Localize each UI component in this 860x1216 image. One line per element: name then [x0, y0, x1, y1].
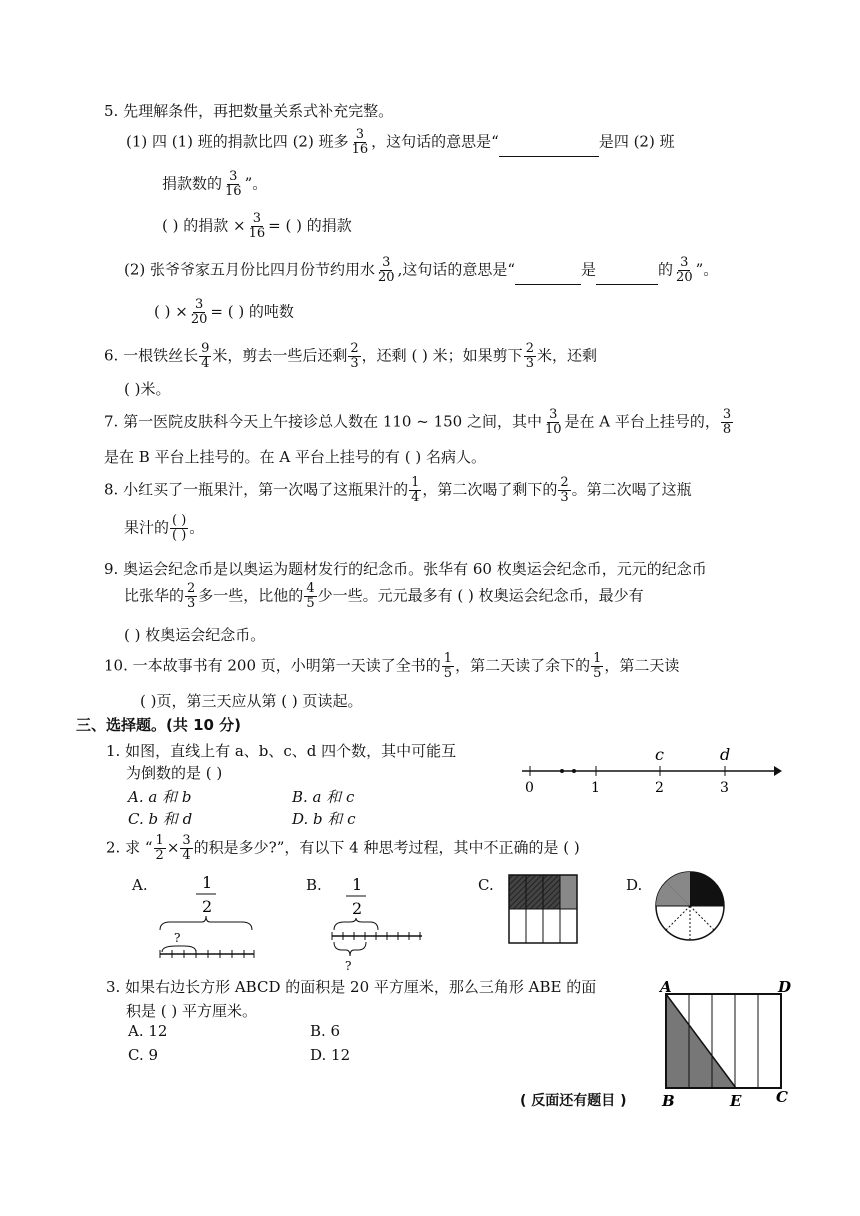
text: (1) 四 (1) 班的捐款比四 (2) 班多: [126, 132, 349, 151]
fraction: $\frac{1}{2}$: [155, 833, 164, 863]
point-label-c: c: [655, 745, 664, 764]
answer-fraction[interactable]: $\frac{( )}{( )}$: [172, 513, 187, 543]
c3-option-d[interactable]: D. 12: [310, 1046, 351, 1064]
fraction: $\frac{2}{3}$: [187, 581, 196, 611]
q6-line1: [104, 342, 597, 371]
q5-formula1: [162, 212, 352, 241]
text: 7. 第一医院皮肤科今天上午接诊总人数在 110 ~ 150 之间，其中: [104, 412, 542, 431]
fraction: $\frac{9}{4}$: [201, 341, 210, 371]
answer-blank[interactable]: [596, 284, 658, 285]
c1-option-b[interactable]: B. a 和 c: [292, 788, 355, 806]
fraction: $\frac{2}{3}$: [525, 341, 534, 371]
fraction: $\frac{3}{8}$: [722, 407, 732, 437]
c2-line: [106, 834, 580, 863]
answer-blank[interactable]: [515, 284, 581, 285]
text: ，第二天读: [604, 656, 680, 675]
q8-line2: [124, 514, 204, 543]
vertex-label-e: E: [730, 1092, 742, 1110]
c3-line2: 积是 ( ) 平方厘米。: [126, 1002, 258, 1020]
vertex-label-b: B: [662, 1092, 675, 1110]
fraction: $\frac{3}{16}$: [225, 169, 242, 199]
c3-option-a[interactable]: A. 12: [128, 1022, 168, 1040]
q8-line1: [104, 476, 692, 505]
q10-line1: [104, 652, 679, 681]
tick-label: 3: [720, 780, 729, 796]
c2-option-d-figure: [654, 868, 728, 946]
fraction: $\frac{3}{20}$: [676, 255, 693, 285]
text: = ( ) 的捐款: [268, 216, 352, 235]
c2-option-a-label[interactable]: A.: [132, 876, 148, 894]
fraction: $\frac{3}{16}$: [351, 127, 369, 157]
fraction: $\frac{4}{5}$: [306, 581, 315, 611]
rectangle-figure: [656, 972, 796, 1112]
q5-formula2: [154, 298, 294, 327]
number-line: [512, 742, 782, 798]
q5-part1-line2: [162, 170, 267, 199]
c2-option-a-figure: [156, 870, 260, 962]
text: ”。: [695, 260, 719, 279]
text: 捐款数的: [162, 174, 223, 193]
q9-line3: ( ) 枚奥运会纪念币。: [124, 626, 266, 644]
c1-line1: 1. 如图，直线上有 a、b、c、d 四个数，其中可能互: [106, 742, 457, 760]
text: ×: [166, 838, 180, 857]
text: 2. 求 “: [106, 838, 153, 857]
tick-label: 0: [525, 780, 534, 796]
fraction: $\frac{3}{16}$: [248, 211, 266, 241]
text: ，第二次喝了剩下的: [422, 480, 558, 499]
text: 10. 一本故事书有 200 页，小明第一天读了全书的: [104, 656, 441, 675]
fraction-numerator: 1: [352, 875, 363, 894]
text: ( ) ×: [154, 302, 188, 321]
vertex-label-a: A: [660, 978, 672, 996]
question-mark: ?: [174, 931, 181, 945]
q7-line1: [104, 408, 734, 437]
vertex-label-d: D: [778, 978, 792, 996]
c2-option-c-figure: [508, 874, 578, 946]
vertex-label-c: C: [776, 1088, 788, 1106]
fraction: $\frac{3}{20}$: [378, 255, 395, 285]
q10-line2: ( )页，第三天应从第 ( ) 页读起。: [140, 692, 363, 710]
text: ( ) 的捐款 ×: [162, 216, 246, 235]
text: 果汁的: [124, 518, 170, 537]
text: 的积是多少?”，有以下 4 种思考过程，其中不正确的是 ( ): [193, 838, 580, 857]
text: ，这句话的意思是“: [371, 132, 499, 151]
text: 8. 小红买了一瓶果汁，第一次喝了这瓶果汁的: [104, 480, 409, 499]
fraction: $\frac{3}{10}$: [544, 407, 562, 437]
text: (2) 张爷爷家五月份比四月份节约用水: [124, 260, 376, 279]
q9-line2: [124, 582, 644, 611]
c1-option-d[interactable]: D. b 和 c: [292, 810, 356, 828]
c3-option-c[interactable]: C. 9: [128, 1046, 159, 1064]
fraction: $\frac{1}{5}$: [593, 651, 602, 681]
text: 是: [581, 260, 597, 279]
text: ”。: [244, 174, 268, 193]
c1-option-c[interactable]: C. b 和 d: [128, 810, 193, 828]
fraction: $\frac{3}{20}$: [190, 297, 208, 327]
q6-line2: ( )米。: [124, 380, 171, 398]
q5-part2: [124, 256, 718, 285]
c2-option-d-label[interactable]: D.: [626, 876, 643, 894]
text: ,这句话的意思是“: [397, 260, 516, 279]
fraction: $\frac{2}{3}$: [350, 341, 359, 371]
fraction: $\frac{1}{4}$: [411, 475, 420, 505]
text: 是在 A 平台上挂号的，: [564, 412, 720, 431]
question-mark: ?: [345, 959, 352, 973]
c1-option-a[interactable]: A. a 和 b: [128, 788, 192, 806]
c1-line2: 为倒数的是 ( ): [126, 764, 223, 782]
text: ，还剩 ( ) 米；如果剪下: [361, 346, 523, 365]
text: 米，还剩: [536, 346, 597, 365]
c2-option-b-label[interactable]: B.: [306, 876, 322, 894]
text: 多一些，比他的: [198, 586, 304, 605]
fraction: $\frac{1}{5}$: [443, 651, 453, 681]
section-title: 三、选择题。(共 10 分): [76, 716, 242, 734]
tick-label: 2: [655, 780, 664, 796]
fraction: $\frac{3}{4}$: [182, 833, 191, 863]
answer-blank[interactable]: [499, 156, 599, 157]
fraction-denominator: 2: [202, 897, 213, 916]
text: 米，剪去一些后还剩: [212, 346, 348, 365]
tick-label: 1: [591, 780, 600, 796]
footer-note: ( 反面还有题目 ): [520, 1093, 627, 1109]
text: = ( ) 的吨数: [210, 302, 294, 321]
text: 少一些。元元最多有 ( ) 枚奥运会纪念币，最少有: [317, 586, 644, 605]
point-label-d: d: [720, 745, 731, 764]
text: 是四 (2) 班: [598, 132, 675, 151]
q5-part1-line1: [126, 128, 675, 157]
text: 比张华的: [124, 586, 185, 605]
text: 。: [189, 518, 205, 537]
q9-line1: 9. 奥运会纪念币是以奥运为题材发行的纪念币。张华有 60 枚奥运会纪念币，元元的纪念币: [104, 560, 707, 578]
fraction-numerator: 1: [202, 873, 213, 892]
fraction: $\frac{2}{3}$: [560, 475, 569, 505]
fraction-denominator: 2: [352, 899, 363, 918]
c2-option-c-label[interactable]: C.: [478, 876, 494, 894]
q5-title: 5. 先理解条件，再把数量关系式补充完整。: [104, 102, 394, 120]
c3-option-b[interactable]: B. 6: [310, 1022, 341, 1040]
text: 的: [658, 260, 674, 279]
c2-option-b-figure: [328, 872, 428, 976]
text: ，第二天读了余下的: [455, 656, 591, 675]
c3-line1: 3. 如果右边长方形 ABCD 的面积是 20 平方厘米，那么三角形 ABE 的面: [106, 978, 597, 996]
q7-line2: 是在 B 平台上挂号的。在 A 平台上挂号的有 ( ) 名病人。: [104, 448, 486, 466]
text: 6. 一根铁丝长: [104, 346, 199, 365]
text: 。第二次喝了这瓶: [571, 480, 692, 499]
